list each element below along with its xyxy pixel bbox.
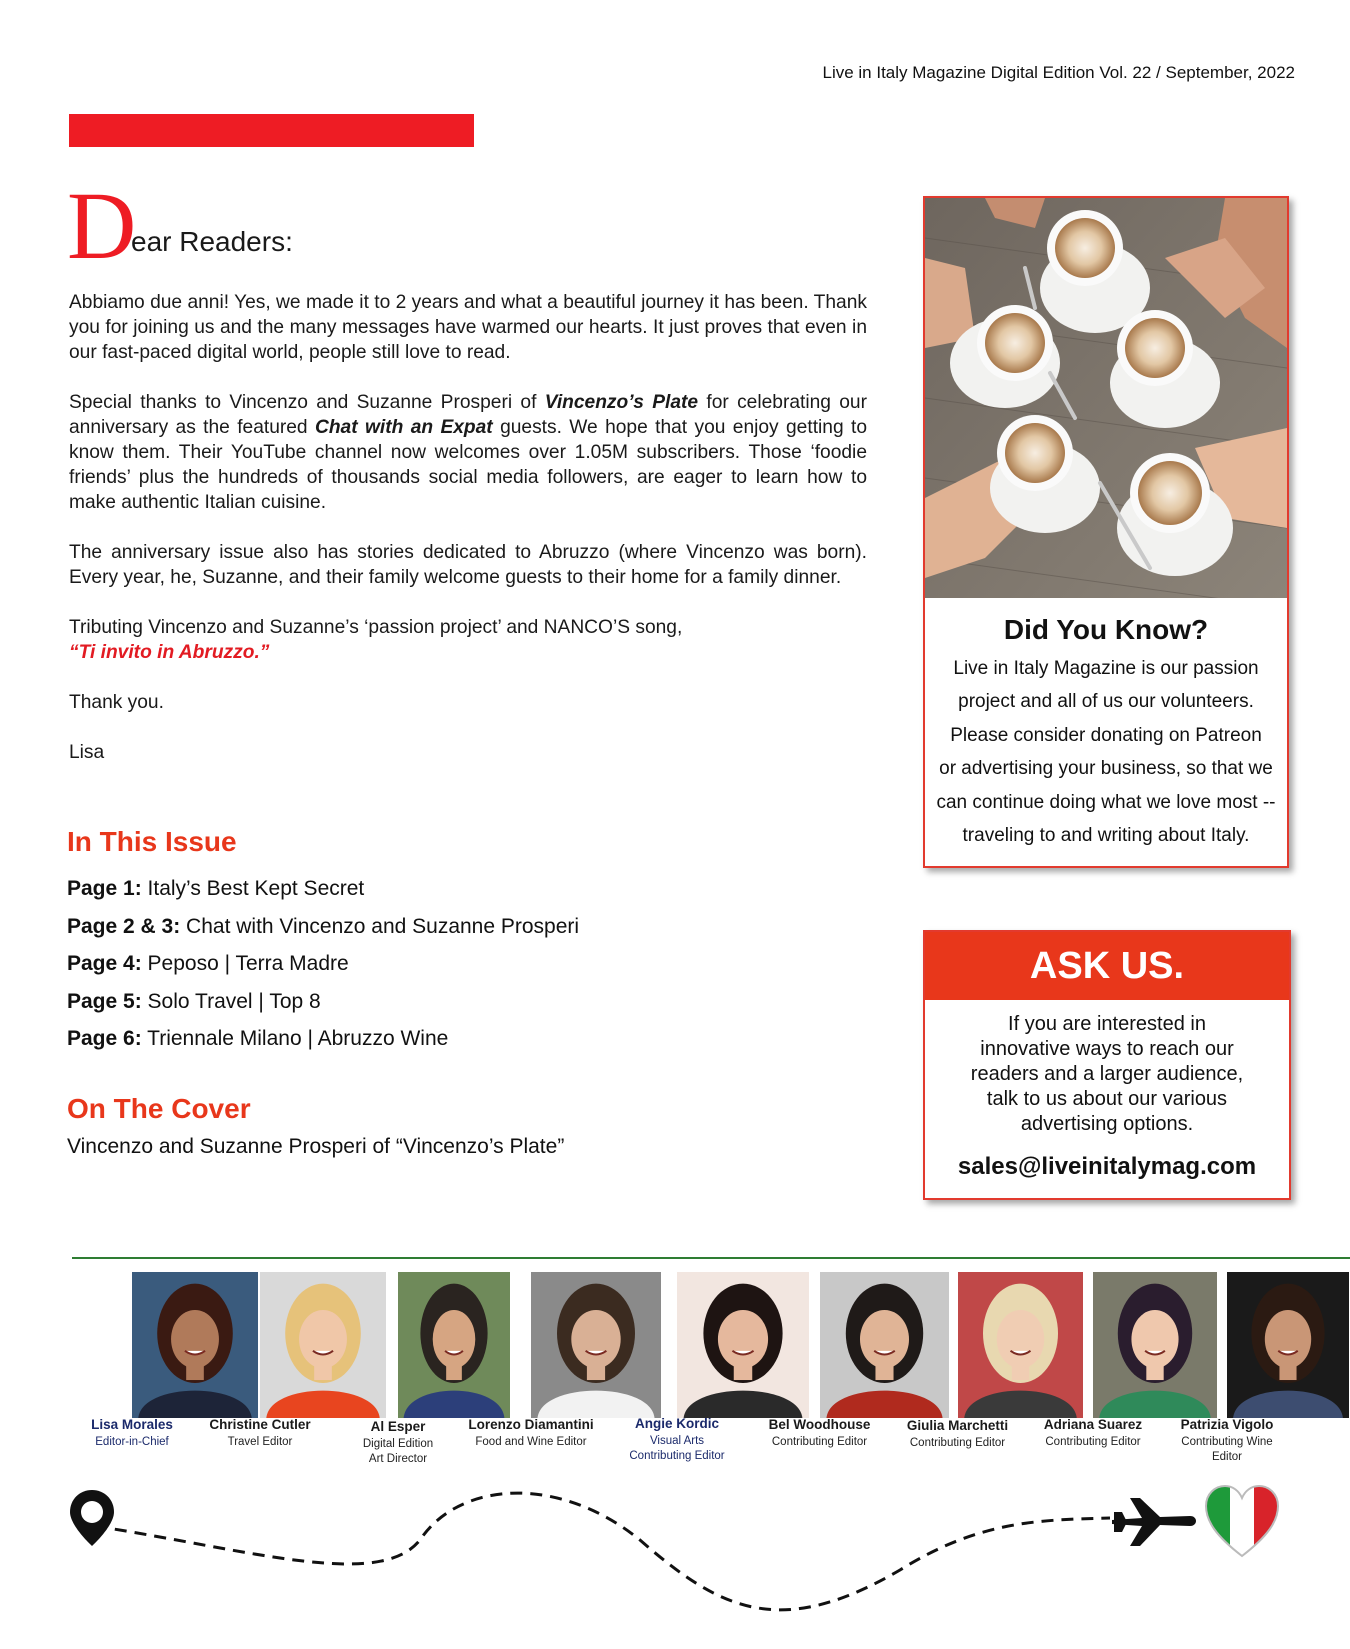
airplane-icon [1112,1498,1196,1546]
did-you-know-line: project and all of us our volunteers. [958,691,1254,713]
staff-role-line: Travel Editor [227,1436,293,1448]
editor-letter [69,290,867,790]
did-you-know-text [933,652,1279,852]
letter-paragraph-4: Tributing Vincenzo and Suzanne’s ‘passion project’ and NANCO’S song, “Ti invito in Abruzzo.” [69,617,683,663]
issue-item-title: Solo Travel | Top 8 [141,989,321,1013]
did-you-know-line: can continue doing what we love most -- [936,791,1276,813]
did-you-know-line: Live in Italy Magazine is our passion [953,658,1259,679]
ask-us-line: readers and a larger audience, [970,1063,1244,1085]
section-divider [72,1257,1350,1259]
issue-item [67,908,579,946]
staff-name: Christine Cutler [209,1417,311,1432]
issue-page-number: Page 5: [67,989,142,1013]
did-you-know-title: Did You Know? [1003,614,1209,645]
staff-name: Adriana Suarez [1043,1417,1143,1432]
edition-header: Live in Italy Magazine Digital Edition Vol. 22 / September, 2022 [822,63,1295,82]
ask-us-line: If you are interested in [1008,1013,1206,1035]
issue-item [67,945,579,983]
ask-us-box [923,930,1291,1200]
did-you-know-box [923,196,1289,868]
issue-page-number: Page 4: [67,952,142,975]
staff-member [611,1272,743,1472]
staff-name: Giulia Marchetti [906,1418,1009,1433]
staff-name: Patrizia Vigolo [1180,1417,1274,1432]
on-the-cover-heading: On The Cover [67,1093,251,1124]
letter-paragraph-1: Abbiamo due anni! Yes, we made it to 2 years and what a beautiful journey it has been. Thank you for joining us and the many messages have warmed our hearts. It just proves that even in our fast-paced digital world, people still love to read. [69,292,867,363]
staff-photo [1227,1272,1349,1418]
journey-illustration [0,1480,1350,1649]
staff-role-line: Visual Arts [649,1435,705,1447]
issue-item [67,1020,579,1058]
staff-member [466,1272,596,1472]
ask-us-text [925,1012,1289,1137]
staff-role-line: Editor [1211,1451,1243,1463]
issue-item-title: Triennale Milano | Abruzzo Wine [141,1027,449,1050]
issue-page-number: Page 1: [67,877,142,900]
staff-role [1136,1435,1318,1465]
issue-item-title: Peposo | Terra Madre [141,952,349,975]
song-title: “Ti invito in Abruzzo.” [69,642,270,663]
letter-signature: Lisa [69,742,105,763]
letter-thanks: Thank you. [69,692,164,713]
staff-role-line: Contributing Editor [629,1450,725,1462]
did-you-know-line: Please consider donating on Patreon [950,724,1262,746]
ask-us-line: talk to us about our various [986,1088,1228,1110]
issue-page-number: Page 6: [67,1027,142,1050]
issue-item [67,870,579,908]
staff-role-line: Contributing Editor [1045,1436,1141,1448]
staff-name: Lorenzo Diamantini [468,1417,594,1432]
ask-us-line: innovative ways to reach our [980,1038,1234,1060]
red-accent-bar [69,114,474,147]
italy-heart-icon [1206,1486,1278,1558]
staff-role-line: Contributing Editor [771,1436,868,1448]
staff-name: Bel Woodhouse [768,1417,871,1432]
issue-page-number: Page 2 & 3: [67,914,181,938]
staff-name: Angie Kordic [634,1416,719,1431]
staff-name: Al Esper [370,1419,426,1434]
cover-description: Vincenzo and Suzanne Prosperi of “Vincenzo’s Plate” [67,1135,565,1158]
staff-name: Lisa Morales [91,1417,173,1432]
dropcap-letter: D [67,172,137,279]
cappuccino-table-image [925,198,1287,598]
did-you-know-line: or advertising your business, so that we [939,758,1273,780]
staff-role-line: Contributing Editor [909,1437,1006,1449]
letter-paragraph-3: The anniversary issue also has stories dedicated to Abruzzo (where Vincenzo was born). Every year, he, Suzanne, and their family welcome guests to their home for a family dinner. [69,542,867,588]
vincenzos-plate-title: Vincenzo’s Plate [544,392,699,413]
in-this-issue-heading: In This Issue [67,826,237,857]
greeting-text: ear Readers: [131,226,293,257]
staff-member [1166,1272,1288,1472]
sales-email-link[interactable]: sales@liveinitalymag.com [957,1153,1257,1180]
did-you-know-line: traveling to and writing about Italy. [962,825,1250,847]
staff-role-line: Art Director [368,1453,428,1465]
chat-with-expat-title: Chat with an Expat [314,417,493,438]
issue-item-title: Italy’s Best Kept Secret [141,877,365,900]
location-pin-icon [70,1490,114,1546]
staff-role-line: Digital Edition [362,1438,434,1450]
letter-paragraph-2: Special thanks to Vincenzo and Suzanne Prosperi of Vincenzo’s Plate for celebrating our anniversary as the featured Chat with an Expat guests. We hope that you enjoy getting to know them. Their YouTube channel now welcomes over 1.05M subscribers. Those ‘foodie friends’ plus the hundreds of thousands social media followers, are eager to learn how to make authentic Italian cuisine. [69,392,867,513]
cappuccino-photo [925,198,1287,598]
staff-role-line: Food and Wine Editor [475,1436,587,1448]
staff-member [197,1272,323,1472]
staff-role-line: Contributing Wine [1181,1436,1273,1448]
issue-item [67,983,579,1021]
issue-item-title: Chat with Vincenzo and Suzanne Prosperi [180,914,580,938]
issue-list [67,870,579,1058]
ask-us-line: advertising options. [1020,1113,1194,1135]
staff-role-line: Editor-in-Chief [95,1436,169,1448]
ask-us-title: ASK US. [925,932,1289,1000]
